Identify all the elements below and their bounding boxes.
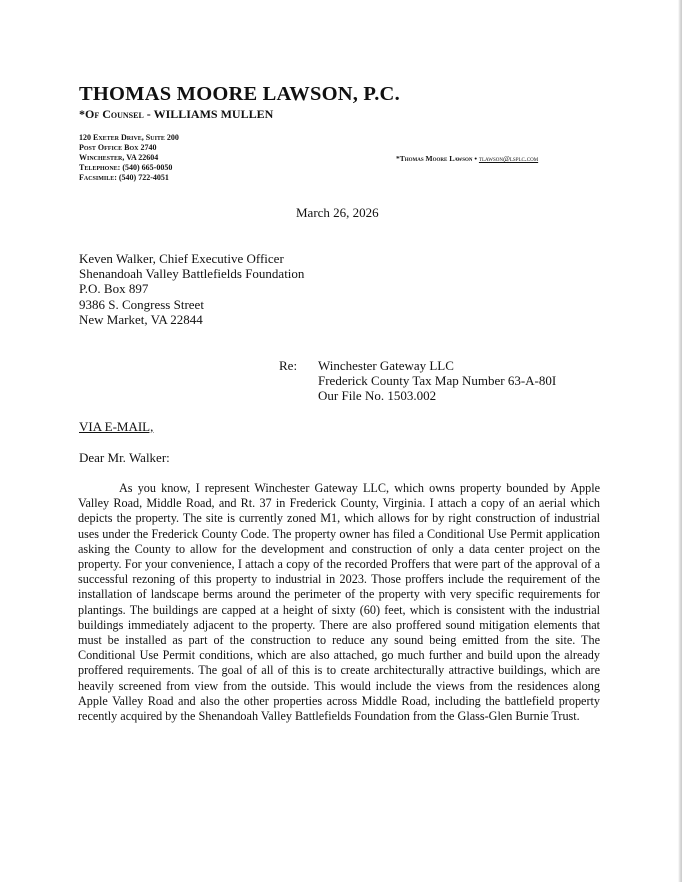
recipient-name: Keven Walker, Chief Executive Officer: [79, 251, 284, 266]
firm-name: THOMAS MOORE LAWSON, P.C.: [79, 83, 400, 105]
firm-address-block: [79, 133, 179, 183]
subject-block: [318, 358, 556, 404]
attorney-email-line: [396, 154, 538, 163]
address-line: 120 Exeter Drive, Suite 200: [79, 133, 179, 142]
facsimile-line: Facsimile: (540) 722-4051: [79, 173, 169, 183]
subject-line: Frederick County Tax Map Number 63-A-80I: [318, 373, 557, 389]
recipient-address-block: [79, 251, 304, 327]
recipient-organization: Shenandoah Valley Battlefields Foundation: [79, 266, 305, 282]
body-paragraph: As you know, I represent Winchester Gateway LLC, which owns property bounded by Apple Valley Road, Middle Road, and Rt. 37 in Frederick County, Virginia. I attach a copy of an aerial which depicts the property. The site is currently zoned M1, which allows for by right construction of industrial uses under the Frederick County Code. The property owner has filed a Conditional Use Permit application asking the County to allow for the development and construction of only a data center project on the property. For your convenience, I attach a copy of the recorded Proffers that were part of the approval of a successful rezoning of this property to industrial in 2023. Those proffers include the requirement of the installation of landscape berms around the perimeter of the property with very specific requirements for plantings. The buildings are capped at a height of sixty (60) feet, which is consistent with the industrial buildings immediately adjacent to the property. There are also proffered sound mitigation elements that must be installed as part of the construction to reduce any sound being emitted from the site. The Conditional Use Permit conditions, which are also attached, go much further and build upon the already proffered requirements. The goal of all of this is to create architecturally attractive buildings, which are heavily screened from view from the outside. This would include the views from the residences along Apple Valley Road and also the other properties across Middle Road, including the battlefield property recently acquired by the Shenandoah Valley Battlefields Foundation from the Glass-Glen Burnie Trust.: [78, 481, 600, 724]
delivery-method: VIA E-MAIL,: [79, 419, 154, 434]
of-counsel-line: *Of Counsel - WILLIAMS MULLEN: [79, 107, 274, 121]
recipient-street: 9386 S. Congress Street: [79, 296, 204, 312]
page-edge-shadow: [678, 0, 682, 882]
recipient-city: New Market, VA 22844: [79, 311, 203, 327]
email-link[interactable]: tlawson@lsplc.com: [478, 154, 539, 163]
telephone-line: Telephone: (540) 665-0050: [79, 163, 173, 173]
salutation: Dear Mr. Walker:: [79, 450, 170, 465]
address-line: Post Office Box 2740: [79, 143, 157, 153]
letter-date: March 26, 2026: [296, 205, 379, 220]
recipient-po-box: P.O. Box 897: [79, 281, 149, 297]
subject-line: Our File No. 1503.002: [318, 388, 437, 404]
attorney-name: *Thomas Moore Lawson •: [396, 154, 479, 163]
subject-line: Winchester Gateway LLC: [318, 358, 454, 373]
address-line: Winchester, VA 22604: [79, 153, 159, 163]
re-label: Re:: [279, 358, 298, 373]
